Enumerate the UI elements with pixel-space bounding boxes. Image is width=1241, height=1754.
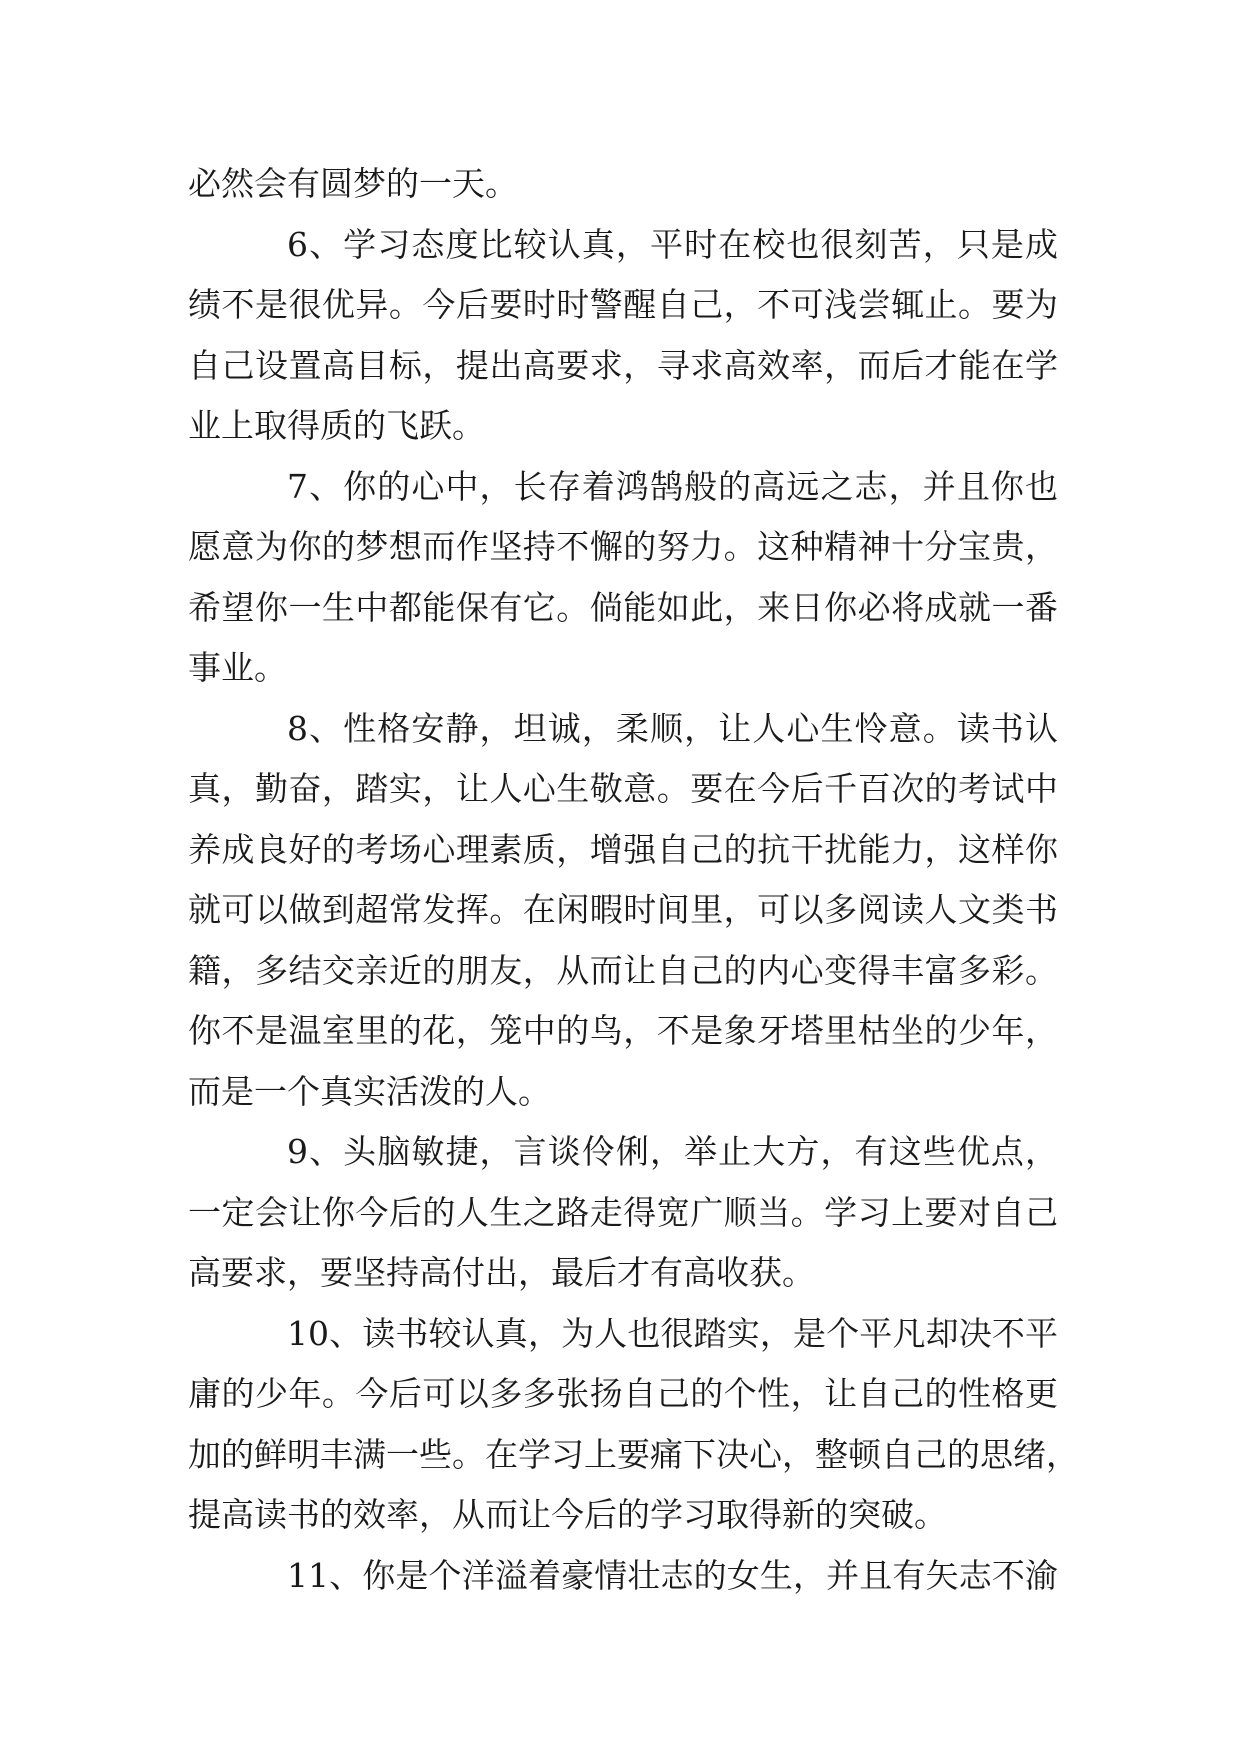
text-line: 9、头脑敏捷，言谈伶俐，举止大方，有这些优点， xyxy=(287,1132,1058,1171)
text-line: 就可以做到超常发挥。在闲暇时间里，可以多阅读人文类书 xyxy=(188,890,1058,929)
text-line: 自己设置高目标，提出高要求，寻求高效率，而后才能在学 xyxy=(188,345,1058,385)
text-line: 一定会让你今后的人生之路走得宽广顺当。学习上要对自己 xyxy=(188,1192,1058,1232)
text-line: 真，勤奋，踏实，让人心生敬意。要在今后千百次的考试中 xyxy=(188,769,1058,808)
text-line: 愿意为你的梦想而作坚持不懈的努力。这种精神十分宝贵， xyxy=(188,527,1058,566)
text-line: 籍，多结交亲近的朋友，从而让自己的内心变得丰富多彩。 xyxy=(188,950,1058,990)
text-line: 绩不是很优异。今后要时时警醒自己，不可浅尝辄止。要为 xyxy=(188,285,1058,324)
text-line: 业上取得质的飞跃。 xyxy=(188,406,485,445)
text-line: 8、性格安静，坦诚，柔顺，让人心生怜意。读书认 xyxy=(287,708,1058,748)
text-line: 你不是温室里的花，笼中的鸟，不是象牙塔里枯坐的少年， xyxy=(188,1011,1058,1050)
text-line: 希望你一生中都能保有它。倘能如此，来日你必将成就一番 xyxy=(188,587,1058,627)
text-line: 提高读书的效率，从而让今后的学习取得新的突破。 xyxy=(188,1495,947,1534)
text-line: 加的鲜明丰满一些。在学习上要痛下决心，整顿自己的思绪， xyxy=(188,1434,1079,1474)
document-body-text xyxy=(188,154,1079,1606)
text-line: 10、读书较认真，为人也很踏实，是个平凡却决不平 xyxy=(287,1313,1058,1353)
text-line: 7、你的心中，长存着鸿鹄般的高远之志，并且你也 xyxy=(287,466,1058,506)
text-line: 而是一个真实活泼的人。 xyxy=(188,1071,551,1111)
text-line: 必然会有圆梦的一天。 xyxy=(188,164,518,203)
text-line: 庸的少年。今后可以多多张扬自己的个性，让自己的性格更 xyxy=(188,1374,1058,1413)
text-line: 6、学习态度比较认真，平时在校也很刻苦，只是成 xyxy=(287,224,1058,264)
text-line: 11、你是个洋溢着豪情壮志的女生，并且有矢志不渝 xyxy=(287,1555,1058,1595)
text-line: 养成良好的考场心理素质，增强自己的抗干扰能力，这样你 xyxy=(188,829,1058,869)
text-line: 高要求，要坚持高付出，最后才有高收获。 xyxy=(188,1253,815,1292)
text-line: 事业。 xyxy=(188,648,287,687)
